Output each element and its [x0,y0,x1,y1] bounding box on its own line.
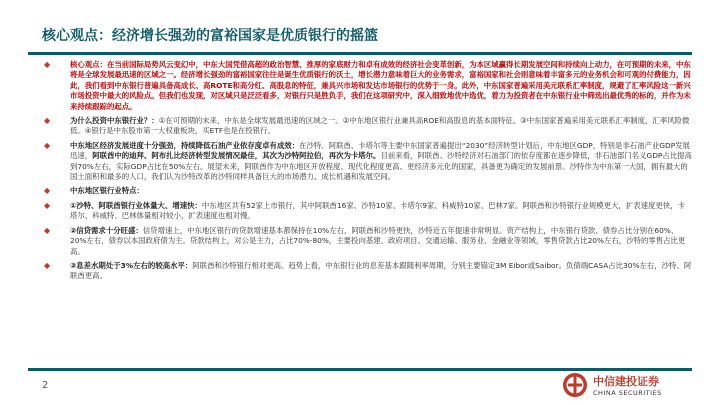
company-logo [562,372,662,398]
logo-english-name: CHINA SECURITIES [593,389,662,397]
credit-demand-heading: ②信贷需求十分旺盛： [70,225,143,235]
bullet-why-invest [44,116,692,137]
scale-growth-text: 中东地区共有52家上市银行，其中阿联酋16家、沙特10家、卡塔尔9家、科威特10家、巴林7家。阿联酋和沙特银行业规模更大，扩表速度更快，卡塔尔、科威特、巴林体量相对较小，扩表速度也相对慢。 [70,200,685,221]
page-number: 2 [42,380,49,391]
diamond-bullet-icon: ◆ [44,60,51,69]
logo-chinese-name: 中信建投证券 [593,375,659,388]
china-securities-logo-icon [562,372,588,398]
bullet-credit-demand [44,226,692,257]
scale-growth-heading: ①沙特、阿联酋银行业体量大、增速快： [70,200,202,210]
nim-text: 阿联酋和沙特银行相对更高。趋势上看，中东银行业的息差基本跟随利率周期，分别主要锚定3M Eibor或Saibor。负债端CASA占比30%左右，沙特、阿联酋更高。 [70,260,692,281]
diamond-bullet-icon: ◆ [44,200,51,210]
bullet-economy [44,141,692,183]
bank-features-heading: 中东地区银行业特点： [70,186,144,196]
economy-text-1: 在沙特、阿联酋、卡塔尔等主要中东国家普遍提出 [299,140,462,150]
content-body [44,60,692,286]
bullet-scale-growth [44,201,692,222]
bullet-bank-features [44,186,692,196]
why-invest-heading: 为什么投资中东银行业？： [70,116,159,126]
diamond-bullet-icon: ◆ [44,116,51,126]
economy-text-2: 经济转型计划后，中东地区GDP，特别是非石油产业GDP发展迅速， [70,140,690,161]
bullet-net-interest-margin [44,261,692,282]
economy-plan-name: “2030” [461,140,489,150]
footer-divider [28,368,692,371]
diamond-bullet-icon: ◆ [44,140,51,150]
economy-text-3: 目前来看，阿联酋、沙特经济对石油部门的依存度都在逐步降低，非石油部门名义GDP占比提高到70%左右，实际GDP占比在50%左右。展望未来，阿联酋作为中东地区开放程度、现代化程度更高、更经济多元化的国家，具备更为确定的发展前景。沙特作为中东第一大国，拥有最大的国土面积和最多的人口，我们认为沙特改革的沙特同样具备巨大的市场潜力、成长机遇和发展空间。 [70,151,692,182]
diamond-bullet-icon: ◆ [44,186,51,196]
bullet-core-view [44,60,692,112]
title-divider [28,52,692,55]
page-title: 核心观点：经济增长强劲的富裕国家是优质银行的摇篮 [42,28,378,44]
economy-highlight: 阿联酋中的迪拜、阿布扎比经济转型发展情况最佳，其次为沙特阿拉伯，再次为卡塔尔。 [92,151,381,161]
core-view-text: 核心观点：在当前国际局势风云变幻中，中东大国凭借高超的政治智慧、推厚的家底财力和卓有成效的经济社会变革创新，为本区域赢得长期发展空间和持续向上动力，在可预期的未来，中东将是全球发展最迅速的区域之一。经济增长强劲的富裕国家往往是诞生优质银行的沃土，增长潜力意味着巨大的业务需求，富裕国家和社会则意味着丰富多元的业务机会和可观的付费能力，因此，我们看到中东银行普遍具备高成长、高ROTE和高分红、高股息的特征，兼具兴市场和发达市场银行的优势于一身。此外，中东国家普遍采用美元联系汇率制度，规避了汇率风险这一新兴市场投资中最大的风险点。但我们也发现，对区域只是泛泛看多，对银行只是胜负手，我们在这项研究中，深入细致地优中选优，着力为投资者在中东银行业中筛选出最优秀的标的，并作为未来持续跟踪的起点。 [70,60,691,111]
nim-heading: ③息差水期处于3%左右的较高水平： [70,260,193,270]
credit-demand-text: 信贷增速上，中东地区银行的贷款增速基本都保持在10%左右，阿联酋和沙特更快，沙特近五年提速非常明显。资产结构上，中东银行贷款、债券占比分别在60%、20%左右，债券以本国政府债为主。贷款结构上，对公是主力，占比70%-80%，主要投向基建、政府项目、交通运输、服务业、金融业等领域，零售贷款占比20%左右，沙特的零售占比更高。 [70,225,686,256]
diamond-bullet-icon: ◆ [44,260,51,270]
economy-heading: 中东地区经济发展进度十分强劲，持续降低石油产业依存度卓有成效： [70,140,300,150]
diamond-bullet-icon: ◆ [44,225,51,235]
why-invest-text: ①在可预期的未来，中东是全球发展最迅速的区域之一。②中东地区银行业兼具高ROE和高股息的基本面特征。③中东国家普遍采用美元联系汇率制度，汇率风险微低。④银行是中东股市第一大权重板块，买ETF也是在投银行。 [70,116,690,136]
